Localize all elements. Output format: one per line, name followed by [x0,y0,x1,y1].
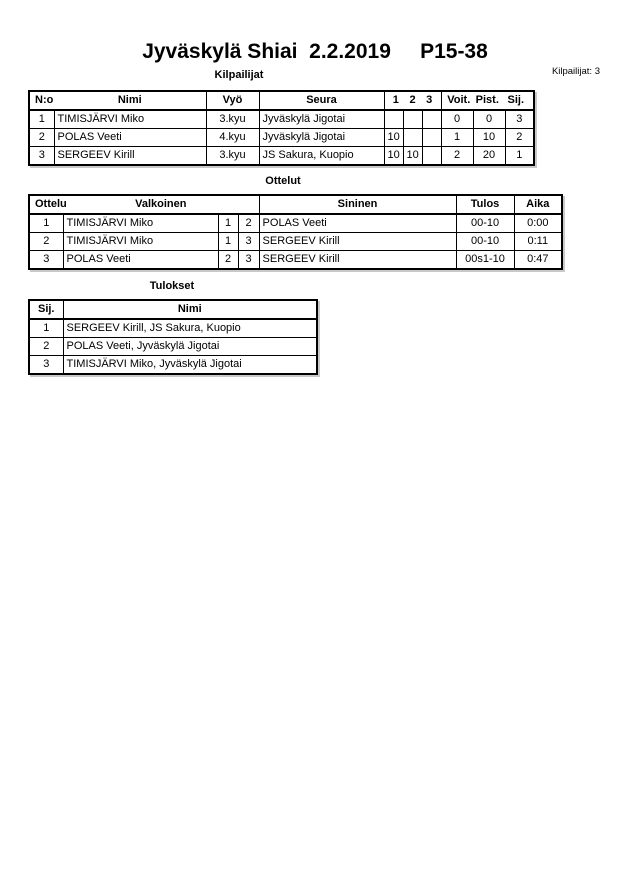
competitor-name: POLAS Veeti [54,129,206,147]
ottelut-header-row [29,195,562,214]
tulokset-heading: Tulokset [149,280,195,292]
result-place: 2 [29,338,63,356]
wins: 2 [441,147,473,166]
col-header-no-nimi [29,91,206,110]
competitor-count: Kilpailijat: 3 [551,66,600,77]
kilpailijat-heading: Kilpailijat [214,69,264,81]
kilpailijat-table [28,90,535,166]
blue-player-number: 3 [238,233,259,251]
col-header-round-3: 3 [426,94,433,106]
col-header-sininen: Sininen [259,195,456,214]
match-row [29,251,562,270]
match-row [29,214,562,233]
white-player-number: 2 [218,251,238,270]
wins: 0 [441,110,473,129]
tulokset-header-row [29,300,317,319]
competitor-club: Jyväskylä Jigotai [259,129,384,147]
page-title: Jyväskylä Shiai 2.2.2019 P15-38 [142,40,488,63]
col-header-aika: Aika [514,195,562,214]
round-1-score: 10 [384,147,403,166]
competitor-club: Jyväskylä Jigotai [259,110,384,129]
round-3-score [422,110,441,129]
competitor-row [29,129,534,147]
match-result: 00-10 [456,233,514,251]
col-header-voit: Voit. [447,94,471,106]
competitor-number: 3 [29,147,54,166]
match-time: 0:47 [514,251,562,270]
kilpailijat-header-row [29,91,534,110]
white-player-number: 1 [218,233,238,251]
match-number: 2 [29,233,63,251]
round-1-score: 10 [384,129,403,147]
col-header-rounds [384,91,441,110]
competitor-name: TIMISJÄRVI Miko [54,110,206,129]
wins: 1 [441,129,473,147]
result-place: 3 [29,356,63,375]
ottelut-heading: Ottelut [265,175,301,187]
col-header-seura: Seura [259,91,384,110]
ottelut-table [28,194,563,270]
round-2-score: 10 [403,147,422,166]
competitor-belt: 3.kyu [206,147,259,166]
competitor-belt: 4.kyu [206,129,259,147]
match-result: 00-10 [456,214,514,233]
competitor-number: 2 [29,129,54,147]
placement: 3 [505,110,534,129]
col-header-sij: Sij. [29,300,63,319]
round-3-score [422,147,441,166]
competitor-row [29,147,534,166]
points: 0 [473,110,505,129]
col-header-ottelu: Ottelu [35,198,67,210]
competitor-row [29,110,534,129]
competitor-number: 1 [29,110,54,129]
blue-player-number: 2 [238,214,259,233]
result-row [29,356,317,375]
col-header-no: N:o [35,94,54,106]
col-header-nimi: Nimi [63,300,317,319]
competitor-name: SERGEEV Kirill [54,147,206,166]
col-header-round-1: 1 [392,94,399,106]
result-name: POLAS Veeti, Jyväskylä Jigotai [63,338,317,356]
competitor-belt: 3.kyu [206,110,259,129]
white-player-number: 1 [218,214,238,233]
result-name: TIMISJÄRVI Miko, Jyväskylä Jigotai [63,356,317,375]
col-header-sij: Sij. [507,94,525,106]
white-player: TIMISJÄRVI Miko [63,214,218,233]
col-header-vyo: Vyö [206,91,259,110]
result-row [29,319,317,338]
competitor-club: JS Sakura, Kuopio [259,147,384,166]
tulokset-table [28,299,318,375]
match-time: 0:11 [514,233,562,251]
blue-player: SERGEEV Kirill [259,233,456,251]
white-player: TIMISJÄRVI Miko [63,233,218,251]
match-number: 1 [29,214,63,233]
round-3-score [422,129,441,147]
result-row [29,338,317,356]
blue-player: POLAS Veeti [259,214,456,233]
match-row [29,233,562,251]
round-2-score [403,129,422,147]
points: 10 [473,129,505,147]
col-header-pist: Pist. [475,94,499,106]
col-header-totals [441,91,534,110]
col-header-tulos: Tulos [456,195,514,214]
white-player: POLAS Veeti [63,251,218,270]
col-header-round-2: 2 [409,94,416,106]
col-header-ottelu-valkoinen [29,195,259,214]
blue-player: SERGEEV Kirill [259,251,456,270]
placement: 1 [505,147,534,166]
col-header-nimi: Nimi [117,94,142,106]
blue-player-number: 3 [238,251,259,270]
result-place: 1 [29,319,63,338]
round-1-score [384,110,403,129]
match-number: 3 [29,251,63,270]
points: 20 [473,147,505,166]
match-result: 00s1-10 [456,251,514,270]
result-name: SERGEEV Kirill, JS Sakura, Kuopio [63,319,317,338]
match-time: 0:00 [514,214,562,233]
col-header-valkoinen: Valkoinen [135,198,187,210]
round-2-score [403,110,422,129]
placement: 2 [505,129,534,147]
